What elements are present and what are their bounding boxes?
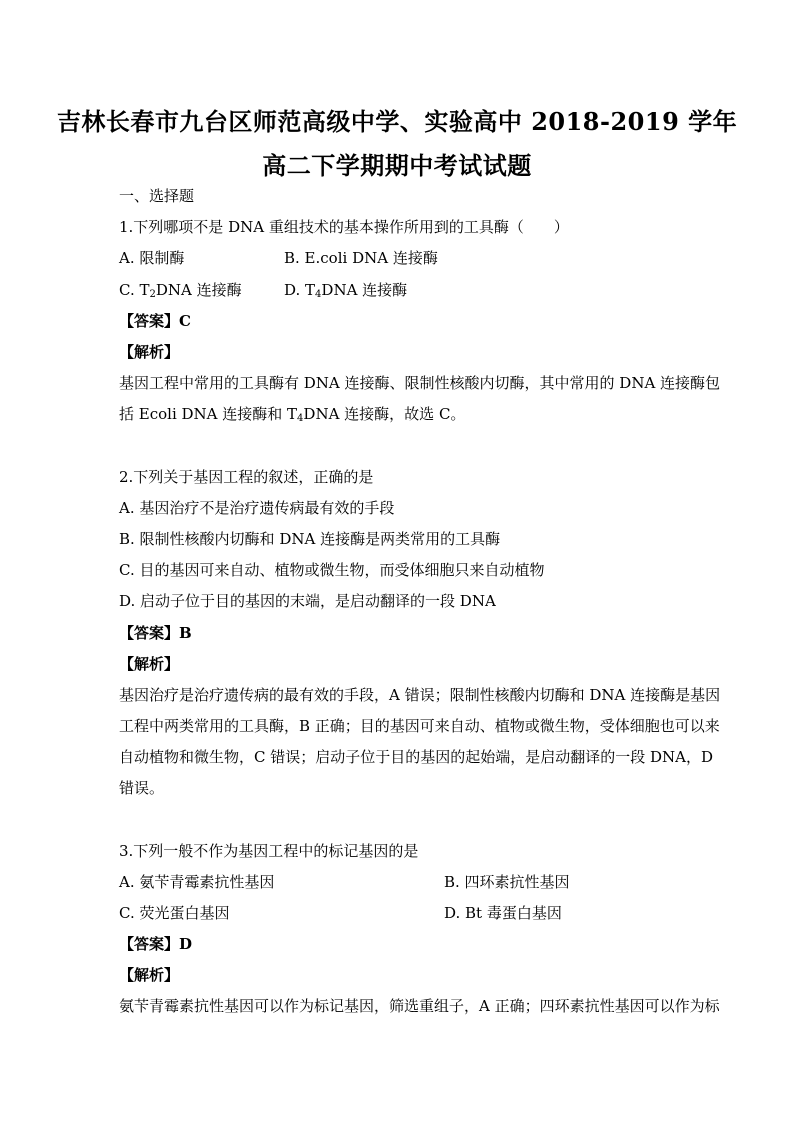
q3-stem: 3.下列一般不作为基因工程中的标记基因的是: [119, 842, 419, 860]
q1-analysis-line2-post: DNA 连接酶，故选 C。: [303, 405, 466, 423]
q1-analysis-label: 【解析】: [119, 343, 180, 361]
q3-option-d: D. Bt 毒蛋白基因: [444, 904, 562, 922]
q1-option-d: [284, 281, 407, 299]
q2-analysis-line3: 自动植物和微生物，C 错误；启动子位于目的基因的起始端，是启动翻译的一段 DNA，D: [119, 748, 714, 766]
q1-analysis-line2: [119, 405, 465, 423]
q1-analysis-line1: 基因工程中常用的工具酶有 DNA 连接酶、限制性核酸内切酶，其中常用的 DNA 连接酶包: [119, 374, 721, 392]
q3-analysis-label: 【解析】: [119, 966, 180, 984]
q2-stem: 2.下列关于基因工程的叙述，正确的是: [119, 468, 374, 486]
q1-option-c-post: DNA 连接酶: [155, 281, 242, 299]
q1-option-d-sub: 4: [315, 289, 322, 300]
q2-analysis-line2: 工程中两类常用的工具酶，B 正确；目的基因可来自动、植物或微生物，受体细胞也可以来: [119, 717, 720, 735]
q3-analysis-line1: 氨苄青霉素抗性基因可以作为标记基因，筛选重组子，A 正确；四环素抗性基因可以作为标: [119, 997, 720, 1015]
q2-option-d: D. 启动子位于目的基因的末端，是启动翻译的一段 DNA: [119, 592, 496, 610]
q1-option-b: B. E.coli DNA 连接酶: [284, 249, 438, 267]
q2-analysis-label: 【解析】: [119, 655, 180, 673]
q1-option-c-sub: 2: [149, 289, 156, 300]
q2-analysis-line4: 错误。: [119, 779, 165, 797]
q3-option-a: A. 氨苄青霉素抗性基因: [119, 873, 275, 891]
q1-stem: 1.下列哪项不是 DNA 重组技术的基本操作所用到的工具酶（ ）: [119, 218, 569, 236]
q2-answer: 【答案】B: [119, 624, 192, 642]
q1-option-d-post: DNA 连接酶: [321, 281, 408, 299]
doc-title-line2: 高二下学期期中考试试题: [262, 151, 532, 180]
q3-option-b: B. 四环素抗性基因: [444, 873, 570, 891]
q1-answer: 【答案】C: [119, 312, 191, 330]
section-heading: 一、选择题: [119, 187, 195, 205]
q3-option-c: C. 荧光蛋白基因: [119, 904, 230, 922]
q1-option-c-pre: C. T: [119, 281, 150, 299]
q3-answer: 【答案】D: [119, 935, 193, 953]
q2-analysis-line1: 基因治疗是治疗遗传病的最有效的手段，A 错误；限制性核酸内切酶和 DNA 连接酶是基因: [119, 686, 721, 704]
doc-title-line1: 吉林长春市九台区师范高级中学、实验高中 2018-2019 学年: [56, 107, 738, 136]
q1-option-c: [119, 281, 242, 299]
q1-analysis-line2-sub: 4: [297, 413, 304, 424]
q2-option-a: A. 基因治疗不是治疗遗传病最有效的手段: [119, 499, 395, 517]
q2-option-c: C. 目的基因可来自动、植物或微生物，而受体细胞只来自动植物: [119, 561, 545, 579]
q1-option-d-pre: D. T: [284, 281, 316, 299]
q2-option-b: B. 限制性核酸内切酶和 DNA 连接酶是两类常用的工具酶: [119, 530, 501, 548]
q1-analysis-line2-pre: 括 Ecoli DNA 连接酶和 T: [119, 405, 298, 423]
q1-option-a: A. 限制酶: [119, 249, 185, 267]
